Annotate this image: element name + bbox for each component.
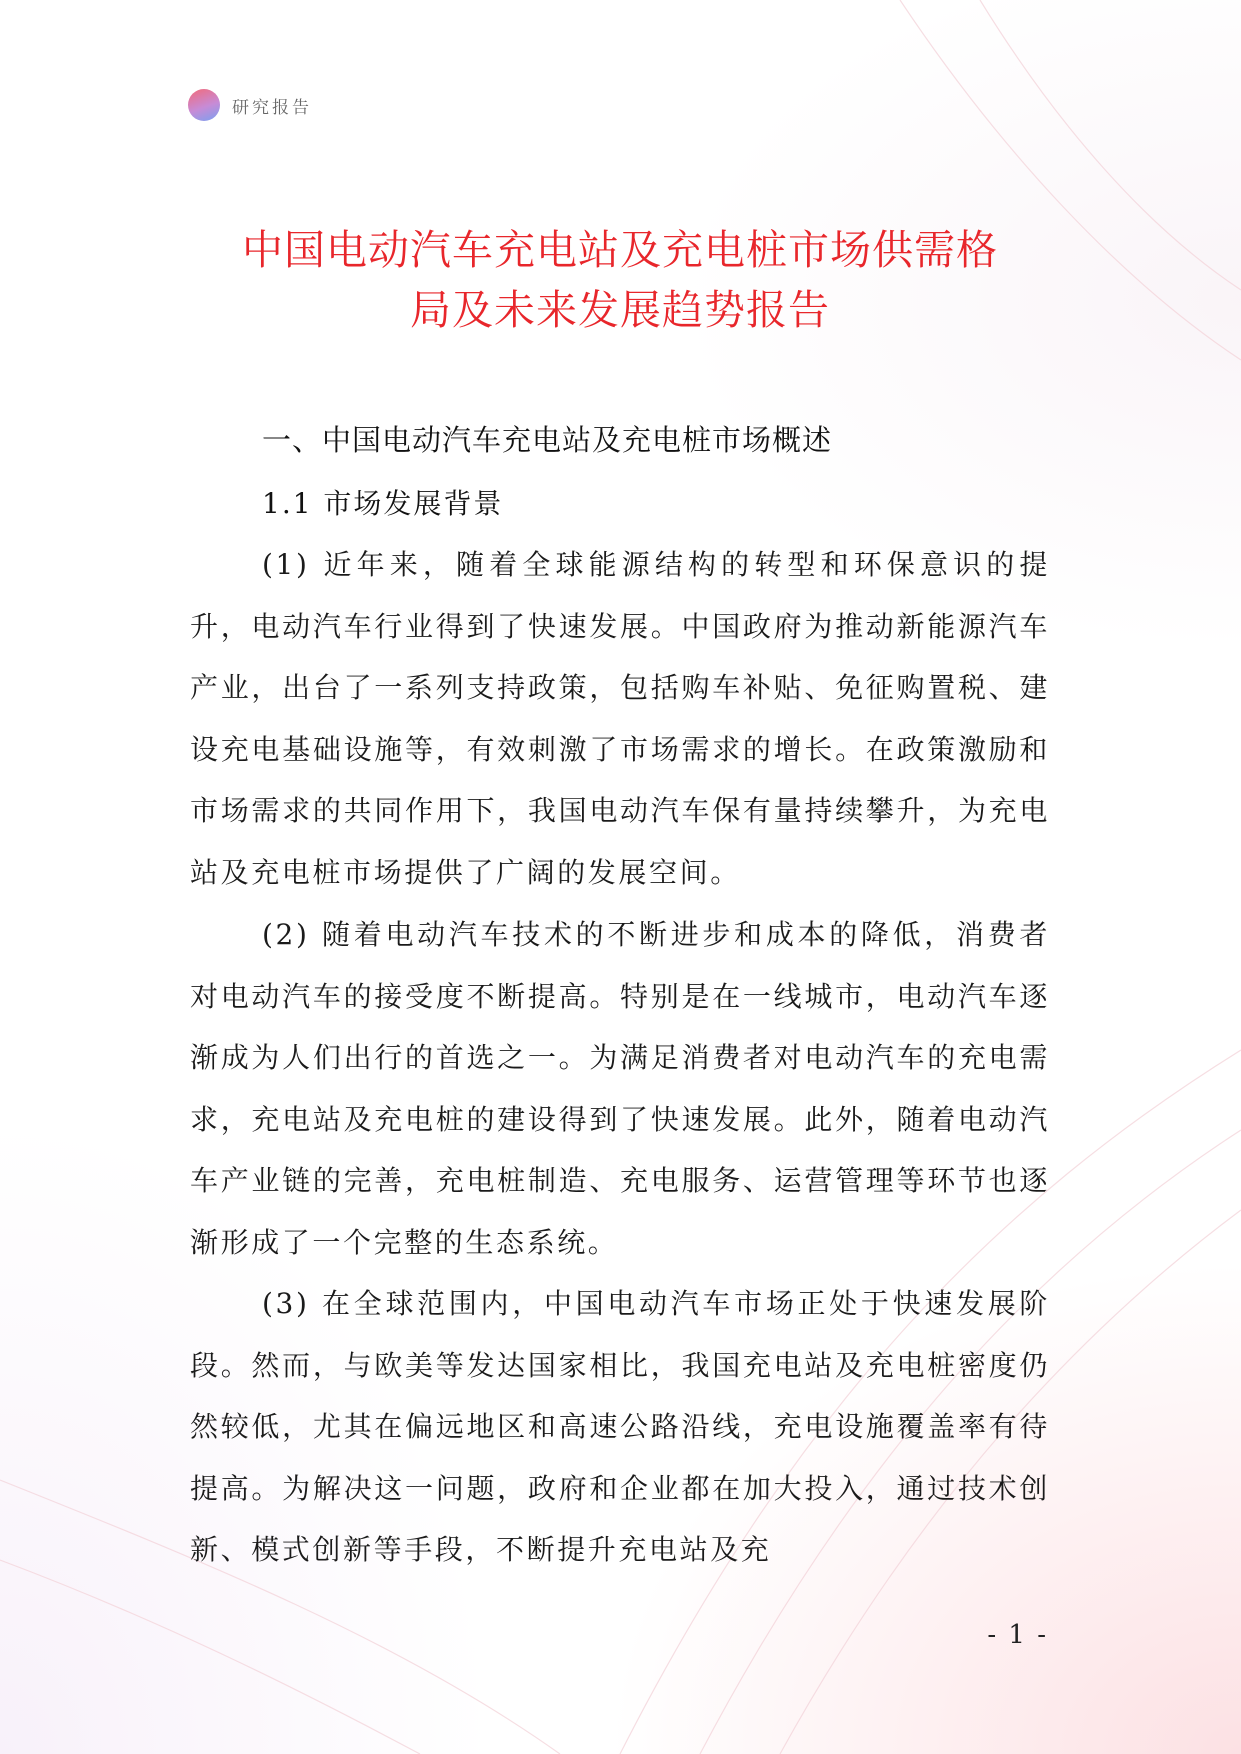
document-title-line-2: 局及未来发展趋势报告 — [410, 286, 830, 334]
paragraph-1: (1) 近年来，随着全球能源结构的转型和环保意识的提升，电动汽车行业得到了快速发展。中国政府为推动新能源汽车产业，出台了一系列支持政策，包括购车补贴、免征购置税、建设充电基础设施等，有效刺激了市场需求的增长。在政策激励和市场需求的共同作用下，我国电动汽车保有量持续攀升，为充电站及充电桩市场提供了广阔的发展空间。 — [190, 548, 1050, 889]
section-heading: 一、中国电动汽车充电站及充电桩市场概述 — [262, 423, 833, 457]
header-label: 研究报告 — [232, 97, 312, 118]
document-title-line-1: 中国电动汽车充电站及充电桩市场供需格 — [242, 226, 998, 274]
page-number: - 1 - — [987, 1620, 1048, 1650]
report-header — [188, 88, 312, 122]
subsection-heading: 1.1 市场发展背景 — [262, 487, 504, 520]
paragraph-3: (3) 在全球范围内，中国电动汽车市场正处于快速发展阶段。然而，与欧美等发达国家相比，我国充电站及充电桩密度仍然较低，尤其在偏远地区和高速公路沿线，充电设施覆盖率有待提高。为解决这一问题，政府和企业都在加大投入，通过技术创新、模式创新等手段，不断提升充电站及充 — [190, 1287, 1050, 1567]
paragraph-2: (2) 随着电动汽车技术的不断进步和成本的降低，消费者对电动汽车的接受度不断提高。特别是在一线城市，电动汽车逐渐成为人们出行的首选之一。为满足消费者对电动汽车的充电需求，充电站及充电桩的建设得到了快速发展。此外，随着电动汽车产业链的完善，充电桩制造、充电服务、运营管理等环节也逐渐形成了一个完整的生态系统。 — [190, 918, 1050, 1259]
gradient-circle-logo-icon — [188, 89, 220, 121]
